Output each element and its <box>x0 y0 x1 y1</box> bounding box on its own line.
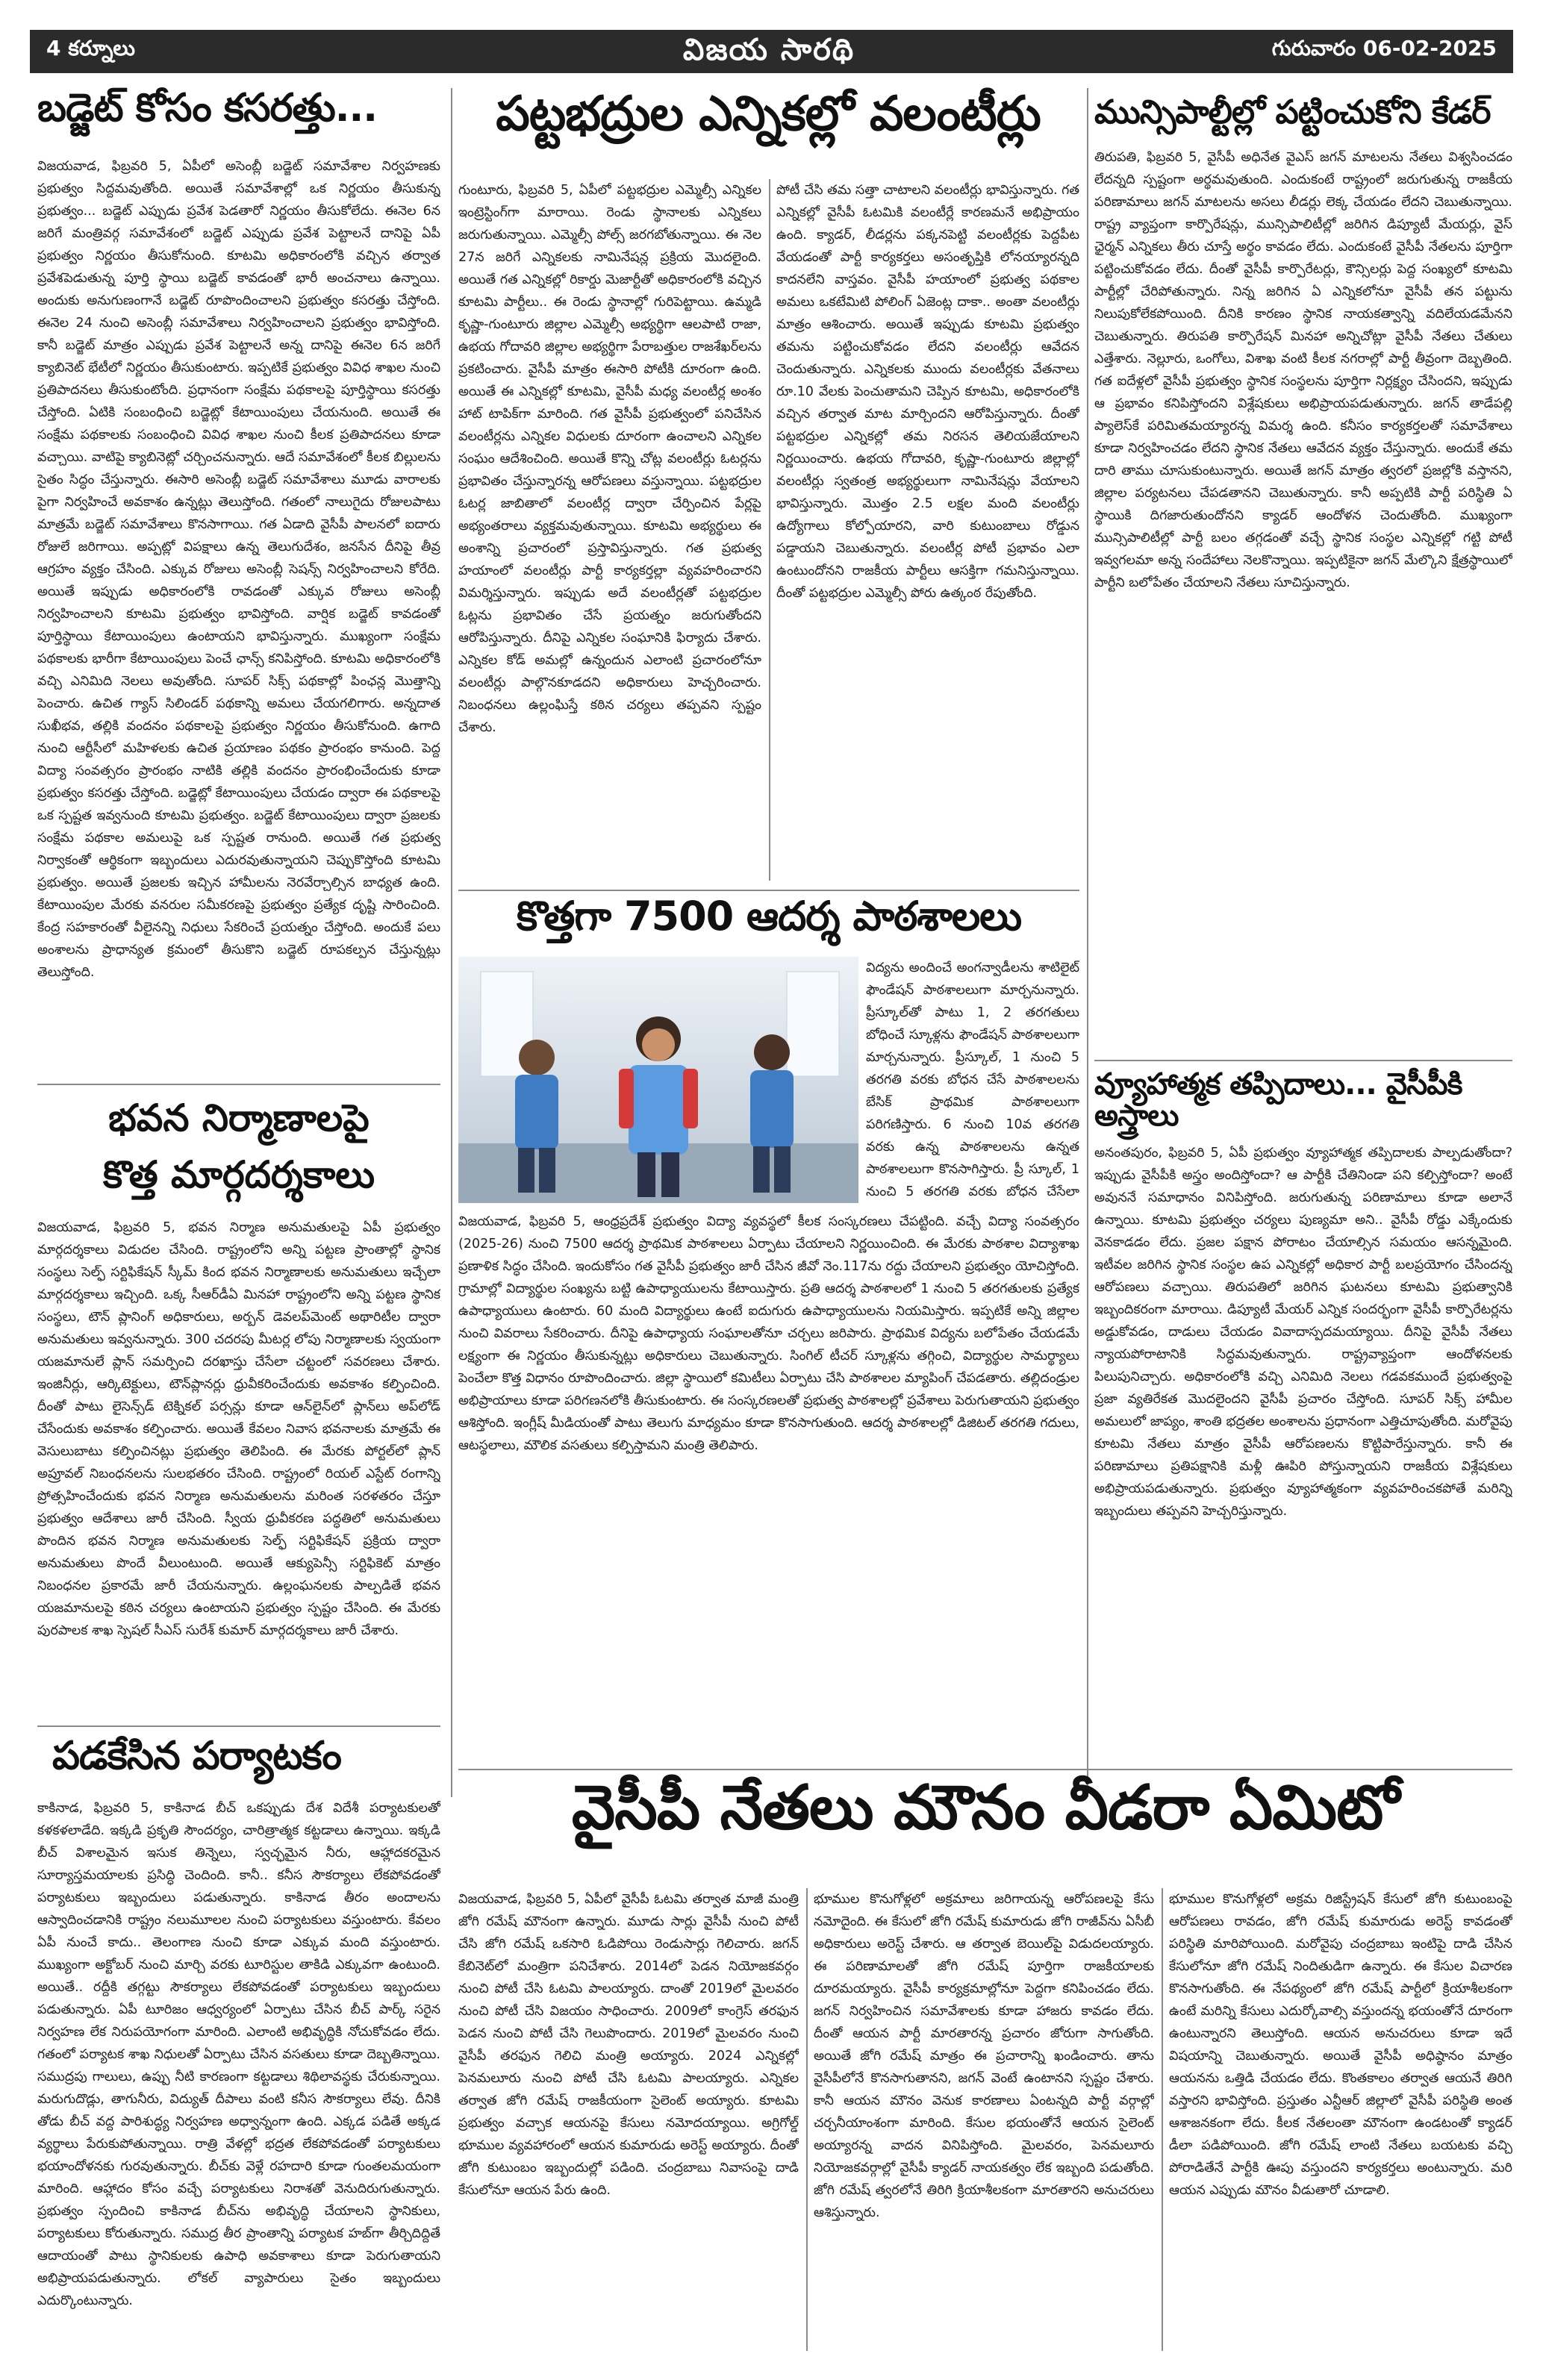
schoolchildren-photo <box>458 957 858 1203</box>
budget-article-body: విజయవాడ, ఫిబ్రవరి 5, ఏపీలో అసెంబ్లీ బడ్జెట్ సమావేశాల నిర్వహణకు ప్రభుత్వం సిద్దమవుతోంది. అయితే సమావేశాల్లో ఒక నిర్ణయం తీసుకున్న ప్రభుత్వం... బడ్జెట్ ఎప్పుడు ప్రవేశ పెడతారో నిర్ణయం తీసుకోలేదు. ఈనెల 6న జరిగే మంత్రివర్గ సమావేశంలో బడ్జెట్ ఎప్పుడు ప్రవేశ పెట్టాలనే దానిపై ఏపీ ప్రభుత్వం నిర్ణయం తీసుకోనుంది. కూటమి అధికారంలోకి వచ్చిన తర్వాత ప్రవేశపెడుతున్న పూర్తి స్థాయి బడ్జెట్ కావడంతో భారీ అంచనాలు ఉన్నాయి. అందుకు అనుగుణంగానే బడ్జెట్ రూపొందించాలని ప్రభుత్వం కసరత్తు చేస్తోంది. ఈనెల 24 నుంచి అసెంబ్లీ సమావేశాలు నిర్వహించాలని ప్రభుత్వం భావిస్తోంది. కానీ బడ్జెట్ మాత్రం ఎప్పుడు ప్రవేశ పెట్టాలనే అన్న దానిపై ఈనెల 6న జరిగే క్యాబినెట్ భేటీలో నిర్ణయం తీసుకుంటారు. ఇప్పటికే ప్రభుత్వం వివిధ శాఖల నుంచి ప్రతిపాదనలు తీసుకుంటోంది. ప్రధానంగా సంక్షేమ పథకాలపై పూర్తిస్థాయి కసరత్తు చేస్తోంది. ఏటికి సంబంధించి బడ్జెట్లో కేటాయింపులు చేయనుంది. అయితే ఈ సంక్షేమ పథకాలకు సంబంధించి వివిధ శాఖల నుంచి కీలక ప్రతిపాదనలు కూడా వచ్చాయి. వాటిపై క్యాబినెట్లో చర్చించనున్నారు. ఆదే సమావేశంలో కీలక బిల్లులను సైతం సిద్ధం చేస్తున్నారు. ఈసారి అసెంబ్లీ బడ్జెట్ సమావేశాలు మూడు వారాలకు పైగా నిర్వహించే అవకాశం ఉన్నట్లు తెలుస్తోంది. గతంలో నాలుగైదు రోజులపాటు మాత్రమే బడ్జెట్ సమావేశాలు కొనసాగాయి. గత ఏడాది వైసీపీ పాలనలో ఐదారు రోజులే జరిగాయి. అప్పట్లో విపక్షాలు ఉన్న తెలుగుదేశం, జనసేన దీనిపై తీవ్ర ఆగ్రహం వ్యక్తం చేసింది. ఎక్కువ రోజులు అసెంబ్లీ సెషన్స్ నిర్వహించాలని కోరేది. అయితే ఇప్పుడు అధికారంలోకి రావడంతో ఎక్కువ రోజులు అసెంబ్లీ నిర్వహించాలని కూటమి ప్రభుత్వం భావిస్తోంది. వార్షిక బడ్జెట్ కావడంతో పూర్తిస్థాయి కేటాయింపులు ఉంటాయని భావిస్తున్నారు. ముఖ్యంగా సంక్షేమ పథకాలకు భారీగా కేటాయింపులు పెంచే ఛాన్స్ కనిపిస్తోంది. కూటమి అధికారంలోకి వచ్చి ఎనిమిది నెలలు అవుతోంది. సూపర్ సిక్స్ పథకాల్లో పింఛన్ల మొత్తాన్ని పెంచారు. ఉచిత గ్యాస్ సిలిండర్ పథకాన్ని అమలు చేయగలిగారు. అన్నదాత సుఖీభవ, తల్లికి వందనం పథకాలపై ప్రభుత్వం నిర్ణయం తీసుకోనుంది. ఉగాది నుంచి ఆర్టీసీలో మహిళలకు ఉచిత ప్రయాణం పథకం ప్రారంభం కానుంది. పెద్ద విద్యా సంవత్సరం ప్రారంభం నాటికి తల్లికి వందనం ప్రారంభించేందుకు కూడా ప్రభుత్వం కసరత్తు చేస్తోంది. బడ్జెట్లో కేటాయింపులు చేయడం ద్వారా ఈ పథకాలపై ఒక స్పష్టత ఇవ్వనుంది కూటమి ప్రభుత్వం. బడ్జెట్ కేటాయింపులు ద్వారా ప్రజలకు సంక్షేమ పథకాల అమలుపై ఒక స్పష్టత రానుంది. అయితే గత ప్రభుత్వ నిర్వాకంతో ఆర్థికంగా ఇబ్బందులు ఎదురవుతున్నాయని చెప్పుకొస్తోంది కూటమి ప్రభుత్వం. అయితే ప్రజలకు ఇచ్చిన హామీలను నెరవేర్చాల్సిన బాధ్యత ఉంది. కేటాయింపుల మేరకు వనరుల సమీకరణపై ప్రభుత్వం ప్రత్యేక దృష్టి సారించింది. కేంద్ర సహకారంతో వీలైనన్ని నిధులు సేకరించే ప్రయత్నం చేస్తోంది. అందుకే పలు అంశాలను ప్రాధాన్యత క్రమంలో తీసుకొని బడ్జెట్ రూపకల్పన చేస్తున్నట్లు తెలుస్తోంది. <box>37 159 440 980</box>
volunteers-article-body-col1: గుంటూరు, ఫిబ్రవరి 5, ఏపీలో పట్టభద్రుల ఎమ్మెల్సీ ఎన్నికల ఇంట్రెస్టింగ్‌గా మారాయి. రెండు స్థానాలకు ఎన్నికలు జరుగుతున్నాయి. ఎమ్మెల్సీ పోల్స్ జరగబోతున్నాయి. ఈ నెల 27న జరిగే ఎన్నికలకు నామినేషన్ల ప్రక్రియ మొదలైంది. అయితే గత ఎన్నికల్లో రికార్డు మెజార్టీతో అధికారంలోకి వచ్చిన కూటమి పార్టీలు.. ఈ రెండు స్థానాల్లో గురిపెట్టాయి. ఉమ్మడి కృష్ణా-గుంటూరు జిల్లాల ఎమ్మెల్సీ అభ్యర్థిగా ఆలపాటి రాజా, ఉభయ గోదావరి జిల్లాల అభ్యర్థిగా పేరాబత్తుల రాజశేఖర్‌లను ప్రకటించారు. వైసీపీ మాత్రం ఈసారి పోటీకి దూరంగా ఉంది. అయితే ఈ ఎన్నికల్లో కూటమి, వైసీపీ మధ్య వలంటీర్ల అంశం హాట్ టాపిక్‌గా మారింది. గత వైసీపీ ప్రభుత్వంలో పనిచేసిన వలంటీర్లను ఎన్నికల విధులకు దూరంగా ఉంచాలని ఎన్నికల సంఘం ఆదేశించింది. అయితే కొన్ని చోట్ల వలంటీర్లు ఓటర్లను ప్రభావితం చేస్తున్నారన్న ఆరోపణలు వస్తున్నాయి. పట్టభద్రుల ఓటర్ల జాబితాలో వలంటీర్ల ద్వారా చేర్పించిన పేర్లపై అభ్యంతరాలు వ్యక్తమవుతున్నాయి. కూటమి అభ్యర్థులు ఈ అంశాన్ని ప్రచారంలో ప్రస్తావిస్తున్నారు. గత ప్రభుత్వ హయాంలో వలంటీర్లు పార్టీ కార్యకర్తల్లా వ్యవహరించారని విమర్శిస్తున్నారు. ఇప్పుడు అదే వలంటీర్లతో పట్టభద్రుల ఓట్లను ప్రభావితం చేసే ప్రయత్నం జరుగుతోందని ఆరోపిస్తున్నారు. దీనిపై ఎన్నికల సంఘానికి ఫిర్యాదు చేశారు. ఎన్నికల కోడ్ అమల్లో ఉన్నందున ఎలాంటి ప్రచారంలోనూ వలంటీర్లు పాల్గొనకూడదని అధికారులు హెచ్చరించారు. నిబంధనలు ఉల్లంఘిస్తే కఠిన చర్యలు తప్పవని స్పష్టం చేశారు. <box>458 183 761 735</box>
ysrcp-article-body-col2: భూముల కొనుగోళ్లలో అక్రమాలు జరిగాయన్న ఆరోపణలపై కేసు నమోదైంది. ఈ కేసులో జోగి రమేష్ కుమారుడు జోగి రాజీవ్‌ను ఏసీబీ అధికారులు అరెస్ట్ చేశారు. ఆ తర్వాత బెయిల్‌పై విడుదలయ్యారు. ఈ పరిణామాలతో జోగి రమేష్ పూర్తిగా రాజకీయాలకు దూరమయ్యారు. వైసీపీ కార్యక్రమాల్లోనూ పెద్దగా కనిపించడం లేదు. జగన్ నిర్వహించిన సమావేశాలకు కూడా హాజరు కావడం లేదు. దీంతో ఆయన పార్టీ మారతారన్న ప్రచారం జోరుగా సాగుతోంది. అయితే జోగి రమేష్ మాత్రం ఈ ప్రచారాన్ని ఖండించారు. తాను వైసీపీలోనే కొనసాగుతానని, జగన్ వెంటే ఉంటానని స్పష్టం చేశారు. కానీ ఆయన మౌనం వెనుక కారణాలు ఏంటన్నది పార్టీ వర్గాల్లో చర్చనీయాంశంగా మారింది. కేసుల భయంతోనే ఆయన సైలెంట్ అయ్యారన్న వాదన వినిపిస్తోంది. మైలవరం, పెనమలూరు నియోజకవర్గాల్లో వైసీపీ క్యాడర్ నాయకత్వం లేక ఇబ్బంది పడుతోంది. జోగి రమేష్ త్వరలోనే తిరిగి క్రియాశీలకంగా మారతారని అనుచరులు ఆశిస్తున్నారు. <box>814 1892 1154 2220</box>
issue-date: గురువారం 06-02-2025 <box>1271 36 1497 60</box>
divider <box>1094 1060 1512 1061</box>
schools-article-body-main: విజయవాడ, ఫిబ్రవరి 5, ఆంధ్రప్రదేశ్ ప్రభుత్వం విద్యా వ్యవస్థలో కీలక సంస్కరణలు చేపట్టింది. వచ్చే విద్యా సంవత్సరం (2025-26) నుంచి 7500 ఆదర్శ ప్రాథమిక పాఠశాలలు ఏర్పాటు చేయాలని నిర్ణయించింది. ఈ మేరకు పాఠశాల విద్యాశాఖ ప్రణాళిక సిద్ధం చేసింది. ఇందుకోసం గత వైసీపీ ప్రభుత్వం జారీ చేసిన జీవో నెం.117ను రద్దు చేయాలని ప్రభుత్వం యోచిస్తోంది. గ్రామాల్లో విద్యార్థుల సంఖ్యను బట్టి ఉపాధ్యాయులను కేటాయిస్తారు. ప్రతి ఆదర్శ పాఠశాలలో 1 నుంచి 5 తరగతులకు ప్రత్యేక ఉపాధ్యాయులు ఉంటారు. 60 మంది విద్యార్థులు ఉంటే ఐదుగురు ఉపాధ్యాయులను నియమిస్తారు. ఇప్పటికే అన్ని జిల్లాల నుంచి వివరాలు సేకరించారు. దీనిపై ఉపాధ్యాయ సంఘాలతోనూ చర్చలు జరిపారు. ప్రాథమిక విద్యను బలోపేతం చేయడమే లక్ష్యంగా ఈ నిర్ణయం తీసుకున్నట్లు అధికారులు చెబుతున్నారు. సింగిల్ టీచర్ స్కూళ్లను తగ్గించి, విద్యార్థుల సామర్థ్యాలు పెంచేలా కొత్త విధానం రూపొందించారు. జిల్లా స్థాయిలో కమిటీలు ఏర్పాటు చేసి పాఠశాలల మ్యాపింగ్ చేపడతారు. తల్లిదండ్రుల అభిప్రాయాలు కూడా పరిగణనలోకి తీసుకుంటారు. ఈ సంస్కరణలతో ప్రభుత్వ పాఠశాలల్లో ప్రవేశాలు పెరుగుతాయని ప్రభుత్వం ఆశిస్తోంది. ఇంగ్లీష్ మీడియంతో పాటు తెలుగు మాధ్యమం కూడా కొనసాగుతుంది. ఆదర్శ పాఠశాలల్లో డిజిటల్ తరగతి గదులు, ఆటస్థలాలు, మౌలిక వసతులు కల్పిస్తామని మంత్రి తెలిపారు. <box>458 1214 1079 1453</box>
budget-headline: బడ్జెట్ కోసం కసరత్తు... <box>37 86 378 131</box>
divider <box>458 890 1079 891</box>
ysrcp-article-body-col3: భూముల కొనుగోళ్లలో అక్రమ రిజిస్ట్రేషన్ కేసులో జోగి కుటుంబంపై ఆరోపణలు రావడం, జోగి రమేష్ కుమారుడు అరెస్ట్ కావడంతో పరిస్థితి మారిపోయింది. మరోవైపు చంద్రబాబు ఇంటిపై దాడి చేసిన కేసులోనూ జోగి రమేష్ నిందితుడిగా ఉన్నారు. ఈ కేసుల విచారణ కొనసాగుతోంది. ఈ నేపథ్యంలో జోగి రమేష్ పార్టీలో క్రియాశీలకంగా ఉంటే మరిన్ని కేసులు ఎదుర్కోవాల్సి వస్తుందన్న భయంతోనే దూరంగా ఉంటున్నారని తెలుస్తోంది. ఆయన అనుచరులు కూడా ఇదే విషయాన్ని చెబుతున్నారు. అయితే వైసీపీ అధిష్ఠానం మాత్రం ఆయనను ఒత్తిడి చేయడం లేదు. కొంతకాలం తర్వాత ఆయనే తిరిగి వస్తారని భావిస్తోంది. ప్రస్తుతం ఎన్టీఆర్ జిల్లాలో వైసీపీ పరిస్థితి అంత ఆశాజనకంగా లేదు. కీలక నేతలంతా మౌనంగా ఉండటంతో క్యాడర్ డీలా పడిపోయింది. జోగి రమేష్ లాంటి నేతలు బయటకు వచ్చి పోరాడితేనే పార్టీకి ఊపు వస్తుందని కార్యకర్తలు అంటున్నారు. మరి ఆయన ఎప్పుడు మౌనం వీడుతారో చూడాలి. <box>1169 1892 1512 2198</box>
schools-article-body-side: విద్యను అందించే అంగన్వాడీలను శాటిలైట్ ఫౌండేషన్ పాఠశాలలుగా మార్చనున్నారు. ప్రీస్కూల్‌తో పాటు 1, 2 తరగతులు బోధించే స్కూళ్లను ఫౌండేషన్ పాఠశాలలుగా మార్చనున్నారు. ప్రీస్కూల్, 1 నుంచి 5 తరగతి వరకు బోధన చేసే పాఠశాలలను బేసిక్ ప్రాథమిక పాఠశాలలుగా పరిగణిస్తారు. 6 నుంచి 10వ తరగతి వరకు ఉన్న పాఠశాలలను ఉన్నత పాఠశాలలుగా కొనసాగిస్తారు. ప్రీ స్కూల్, 1 నుంచి 5 తరగతి వరకు బోధన చేసేలా <box>866 961 1079 1199</box>
column-divider <box>1162 1888 1163 2351</box>
failures-article-body: అనంతపురం, ఫిబ్రవరి 5, ఏపీ ప్రభుత్వం వ్యూహాత్మక తప్పిదాలకు పాల్పడుతోందా? ఇప్పుడు వైసీపీకి అస్త్రం అందిస్తోందా? ఆ పార్టీకి చేతినిండా పని కల్పిస్తోందా? అంటే అవుననే సమాధానం వినిపిస్తోంది. జరుగుతున్న పరిణామాలు కూడా అలానే ఉన్నాయి. కూటమి ప్రభుత్వం చర్యలు పుణ్యమా అని.. వైసీపీ రోడ్డు ఎక్కేందుకు వెనకాడడం లేదు. ప్రజల పక్షాన పోరాటం చేయాల్సిన సమయం ఆసన్నమైంది. ఇటీవల జరిగిన స్థానిక సంస్థల ఉప ఎన్నికల్లో అధికార పార్టీ బలప్రయోగం చేసిందన్న ఆరోపణలు వచ్చాయి. తిరుపతిలో జరిగిన ఘటనలు కూటమి ప్రభుత్వానికి ఇబ్బందికరంగా మారాయి. డిప్యూటీ మేయర్ ఎన్నిక సందర్భంగా వైసీపీ కార్పొరేటర్లను అడ్డుకోవడం, దాడులు చేయడం వివాదాస్పదమయ్యాయి. దీనిపై వైసీపీ నేతలు న్యాయపోరాటానికి సిద్ధమవుతున్నారు. రాష్ట్రవ్యాప్తంగా ఆందోళనలకు పిలుపునిచ్చారు. అధికారంలోకి వచ్చి ఎనిమిది నెలలు గడవకముందే ప్రభుత్వంపై ప్రజా వ్యతిరేకత మొదలైందని వైసీపీ ప్రచారం చేస్తోంది. సూపర్ సిక్స్ హామీల అమలులో జాప్యం, శాంతి భద్రతల అంశాలను ప్రధానంగా ఎత్తిచూపుతోంది. మరోవైపు కూటమి నేతలు మాత్రం వైసీపీ ఆరోపణలను కొట్టిపారేస్తున్నారు. కానీ ఈ పరిణామాలు ప్రతిపక్షానికి మళ్లీ ఊపిరి పోస్తున్నాయని రాజకీయ విశ్లేషకులు అభిప్రాయపడుతున్నారు. ప్రభుత్వం వ్యూహాత్మకంగా వ్యవహరించకపోతే మరిన్ని ఇబ్బందులు తప్పవని హెచ్చరిస్తున్నారు. <box>1094 1146 1512 1519</box>
bhavana-headline-line1: భవన నిర్మాణాలపై <box>108 1096 370 1140</box>
volunteers-article-body-col2: పోటీ చేసి తమ సత్తా చాటాలని వలంటీర్లు భావిస్తున్నారు. గత ఎన్నికల్లో వైసీపీ ఓటమికి వలంటీర్లే కారణమనే అభిప్రాయం ఉంది. క్యాడర్, లీడర్లను పక్కనపెట్టి వలంటీర్లకు పెద్దపీట వేయడంతో పార్టీ కార్యకర్తలు అసంతృప్తికి లోనయ్యారన్నది కాదనలేని వాస్తవం. వైసీపీ హయాంలో ప్రభుత్వ పథకాల అమలు ఒకటేమిటి పోలింగ్ ఏజెంట్ల దాకా.. అంతా వలంటీర్లు మాత్రం ఆశించారు. అయితే ఇప్పుడు కూటమి ప్రభుత్వం తమను పట్టించుకోవడం లేదని వలంటీర్లు ఆవేదన చెందుతున్నారు. ఎన్నికలకు ముందు వలంటీర్లకు వేతనాలు రూ.10 వేలకు పెంచుతామని చెప్పిన కూటమి, అధికారంలోకి వచ్చిన తర్వాత మాట మార్చిందని ఆరోపిస్తున్నారు. దీంతో పట్టభద్రుల ఎన్నికల్లో తమ నిరసన తెలియజేయాలని నిర్ణయించారు. ఉభయ గోదావరి, కృష్ణా-గుంటూరు జిల్లాల్లో వలంటీర్లు స్వతంత్ర అభ్యర్థులుగా నామినేషన్లు వేయాలని భావిస్తున్నారు. మొత్తం 2.5 లక్షల మంది వలంటీర్లు ఉద్యోగాలు కోల్పోయారని, వారి కుటుంబాలు రోడ్డున పడ్డాయని చెబుతున్నారు. వలంటీర్ల పోటీ ప్రభావం ఎలా ఉంటుందోనని రాజకీయ పార్టీలు ఆసక్తిగా గమనిస్తున్నాయి. దీంతో పట్టభద్రుల ఎమ్మెల్సీ పోరు ఉత్కంఠ రేపుతోంది. <box>776 183 1079 601</box>
schools-headline: కొత్తగా 7500 ఆదర్శ పాఠశాలలు <box>516 893 1022 940</box>
divider <box>458 1769 1512 1770</box>
divider <box>37 1084 440 1085</box>
column-divider <box>769 179 770 881</box>
volunteers-headline: పట్టభద్రుల ఎన్నికల్లో వలంటీర్లు <box>496 87 1041 142</box>
munsipal-article-body: తిరుపతి, ఫిబ్రవరి 5, వైసీపీ అధినేత వైఎస్ జగన్ మాటలను నేతలు విశ్వసించడం లేదన్నది స్పష్టంగా అర్థమవుతుంది. ఎందుకంటే రాష్ట్రంలో జరుగుతున్న రాజకీయ పరిణామాలు జగన్ మాటలను అసలు లీడర్లు లెక్క చేయడం లేదని చెబుతున్నాయి. రాష్ట్ర వ్యాప్తంగా కార్పొరేషన్లు, మున్సిపాలిటీల్లో జరిగిన డిప్యూటీ మేయర్లు, వైస్ ఛైర్మన్ ఎన్నికలు తీరు చూస్తే అర్థం కావడం లేదు. ఎందుకంటే వైసీపీ నేతలను పూర్తిగా పట్టించుకోవడం లేదు. దీంతో వైసీపీ కార్పొరేటర్లు, కౌన్సిలర్లు పెద్ద సంఖ్యలో కూటమి పార్టీల్లో చేరిపోతున్నారు. నిన్న జరిగిన ఏ ఎన్నికలోనూ వైసీపీ తన పట్టును నిలుపుకోలేకపోయింది. దీనికి కారణం స్థానిక నాయకత్వాన్ని వదిలేయడమేనని చెబుతున్నారు. తిరుపతి కార్పొరేషన్ మినహా అన్నిచోట్లా వైసీపీ నేతలు చేతులు ఎత్తేశారు. నెల్లూరు, ఒంగోలు, విశాఖ వంటి కీలక నగరాల్లో పార్టీ తీవ్రంగా దెబ్బతింది. గత ఐదేళ్లలో వైసీపీ ప్రభుత్వం స్థానిక సంస్థలను పూర్తిగా నిర్లక్ష్యం చేసిందని, ఇప్పుడు ఆ ప్రభావం కనిపిస్తోందని విశ్లేషకులు అభిప్రాయపడుతున్నారు. జగన్ తాడేపల్లి ప్యాలెస్‌కే పరిమితమయ్యారన్న విమర్శ ఉంది. కనీసం కార్యకర్తలతో సమావేశాలు కూడా నిర్వహించడం లేదని స్థానిక నేతలు ఆవేదన వ్యక్తం చేస్తున్నారు. అందుకే తమ దారి తాము చూసుకుంటున్నారు. అయితే జగన్ మాత్రం త్వరలో ప్రజల్లోకి వస్తానని, జిల్లాల పర్యటనలు చేపడతానని చెబుతున్నారు. కానీ అప్పటికి పార్టీ పరిస్థితి ఏ స్థాయికి దిగజారుతుందోనని క్యాడర్ ఆందోళన చెందుతోంది. ముఖ్యంగా మున్సిపాలిటీల్లో పార్టీ బలం తగ్గడంతో వచ్చే స్థానిక సంస్థల ఎన్నికల్లో గట్టి పోటీ ఇవ్వగలమా అన్న సందేహాలు నెలకొన్నాయి. ఇప్పటికైనా జగన్ మేల్కొని క్షేత్రస్థాయిలో పార్టీని బలోపేతం చేయాలని నేతలు సూచిస్తున్నారు. <box>1094 150 1512 590</box>
bhavana-article-body: విజయవాడ, ఫిబ్రవరి 5, భవన నిర్మాణ అనుమతులపై ఏపీ ప్రభుత్వం మార్గదర్శకాలు విడుదల చేసింది. రాష్ట్రంలోని అన్ని పట్టణ ప్రాంతాల్లో స్థానిక సంస్థలు సెల్ఫ్ సర్టిఫికేషన్ స్కీమ్ కింద భవన నిర్మాణాలకు అనుమతులు ఇచ్చేలా మార్గదర్శకాలు ఇచ్చింది. ఒక్క సీఆర్‌డీఏ మినహా రాష్ట్రంలోని అన్ని పట్టణ స్థానిక సంస్థలు, టౌన్ ప్లానింగ్ అధికారులు, అర్బన్ డెవలప్‌మెంట్ అథారిటీల ద్వారా అనుమతులు ఇవ్వనున్నారు. 300 చదరపు మీటర్ల లోపు నిర్మాణాలకు స్వయంగా యజమానులే ప్లాన్ సమర్పించి దరఖాస్తు చేసేలా చట్టంలో సవరణలు చేశారు. ఇంజినీర్లు, ఆర్కిటెక్టులు, టౌన్‌ప్లానర్లు ధ్రువీకరించేందుకు అవకాశం కల్పించింది. దీంతో పాటు లైసెన్స్‌డ్ టెక్నికల్ పర్సన్లు కూడా ఆన్‌లైన్‌లో ప్లాన్‌లు అప్‌లోడ్ చేసేందుకు అవకాశం కల్పించారు. అయితే కేవలం నివాస భవనాలకు మాత్రమే ఈ వెసులుబాటు కల్పించినట్లు ప్రభుత్వం తెలిపింది. ఈ మేరకు పోర్టల్‌లో ప్లాన్ అప్రూవల్ నిబంధనలను సులభతరం చేసింది. రాష్ట్రంలో రియల్ ఎస్టేట్ రంగాన్ని ప్రోత్సహించేందుకు భవన నిర్మాణ అనుమతులను మరింత సరళతరం చేస్తూ ప్రభుత్వం ఆదేశాలు జారీ చేసింది. స్వీయ ధ్రువీకరణ పద్ధతిలో అనుమతులు పొందిన భవన నిర్మాణ అనుమతులకు సెల్ఫ్ సర్టిఫికేషన్ ప్రక్రియ ద్వారా అనుమతులు పొందే వీలుంటుంది. అయితే ఆక్యుపెన్సీ సర్టిఫికెట్ మాత్రం నిబంధనల ప్రకారమే జారీ చేయనున్నారు. ఉల్లంఘనలకు పాల్పడితే భవన యజమానులపై కఠిన చర్యలు ఉంటాయని ప్రభుత్వం స్పష్టం చేసింది. ఈ మేరకు పురపాలక శాఖ స్పెషల్ సీఎస్ సురేశ్ కుమార్ మార్గదర్శకాలు జారీ చేశారు. <box>37 1220 440 1638</box>
column-divider <box>451 88 452 1797</box>
divider <box>37 1725 440 1727</box>
tourism-headline: పడకేసిన పర్యాటకం <box>52 1734 341 1778</box>
tourism-article-body: కాకినాడ, ఫిబ్రవరి 5, కాకినాడ బీచ్ ఒకప్పుడు దేశ విదేశీ పర్యాటకులతో కళకళలాడేది. ఇక్కడి ప్రకృతి సౌందర్యం, చారిత్రాత్మక కట్టడాలు ఉన్నాయి. ఇక్కడి బీచ్ విశాలమైన ఇసుక తిన్నెలు, స్వచ్ఛమైన నీరు, ఆహ్లాదకరమైన సూర్యాస్తమయాలకు ప్రసిద్ధి చెందింది. కానీ.. కనీస సౌకర్యాలు లేకపోవడంతో పర్యాటకులు ఇబ్బందులు పడుతున్నారు. కాకినాడ తీరం అందాలను ఆస్వాదించడానికి రాష్ట్రం నలుమూలల నుంచి పర్యాటకులు వస్తుంటారు. కేవలం ఏపీ నుంచే కాదు.. తెలంగాణ నుంచి కూడా ఎక్కువ మంది వస్తుంటారు. ముఖ్యంగా అక్టోబర్ నుంచి మార్చి వరకు టూరిస్టుల తాకిడి ఎక్కువగా ఉంటుంది. అయితే.. రద్దీకి తగ్గట్టు సౌకర్యాలు లేకపోవడంతో పర్యాటకులు ఇబ్బందులు పడుతున్నారు. ఏపీ టూరిజం ఆధ్వర్యంలో ఏర్పాటు చేసిన బీచ్ పార్క్ సరైన నిర్వహణ లేక నిరుపయోగంగా మారింది. ఎలాంటి అభివృద్ధికి నోచుకోవడం లేదు. గతంలో పర్యాటక శాఖ నిధులతో ఏర్పాటు చేసిన వసతులు కూడా దెబ్బతిన్నాయి. సముద్రపు గాలులు, ఉప్పు నీటి కారణంగా కట్టడాలు శిథిలావస్థకు చేరుకున్నాయి. మరుగుదొడ్లు, తాగునీరు, విద్యుత్ దీపాలు వంటి కనీస సౌకర్యాలు లేవు. దీనికి తోడు బీచ్ వద్ద పారిశుద్ధ్య నిర్వహణ అధ్వాన్నంగా ఉంది. ఎక్కడ పడితే అక్కడ వ్యర్థాలు పేరుకుపోతున్నాయి. రాత్రి వేళల్లో భద్రత లేకపోవడంతో పర్యాటకులు భయాందోళనకు గురవుతున్నారు. బీచ్‌కు వెళ్లే రహదారి కూడా గుంతలమయంగా మారింది. ఆహ్లాదం కోసం వచ్చే పర్యాటకులు నిరాశతో వెనుదిరుగుతున్నారు. ప్రభుత్వం స్పందించి కాకినాడ బీచ్‌ను అభివృద్ధి చేయాలని స్థానికులు, పర్యాటకులు కోరుతున్నారు. సముద్ర తీర ప్రాంతాన్ని పర్యాటక హబ్‌గా తీర్చిదిద్దితే ఆదాయంతో పాటు స్థానికులకు ఉపాధి అవకాశాలు కూడా పెరుగుతాయని అభిప్రాయపడుతున్నారు. లోకల్ వ్యాపారులు సైతం ఇబ్బందులు ఎదుర్కొంటున్నారు. <box>37 1801 440 2308</box>
failures-headline: వ్యూహాత్మక తప్పిదాలు... వైసీపీకి అస్త్రాలు <box>1094 1067 1462 1133</box>
newspaper-name: విజయ సారథి <box>682 33 855 67</box>
column-divider <box>1087 88 1088 1797</box>
schoolchildren-illustration <box>458 957 858 1203</box>
ysrcp-headline: వైసీపీ నేతలు మౌనం వీడరా ఏమిటో <box>571 1772 1400 1843</box>
page-label: 4 కర్నూలు <box>46 36 135 60</box>
column-divider <box>806 1888 808 2351</box>
ysrcp-article-body-col1: విజయవాడ, ఫిబ్రవరి 5, ఏపీలో వైసీపీ ఓటమి తర్వాత మాజీ మంత్రి జోగి రమేష్ మౌనంగా ఉన్నారు. మూడు సార్లు వైసీపీ నుంచి పోటీ చేసి జోగి రమేష్ ఒకసారి ఓడిపోయి రెండుసార్లు గెలిచారు. జగన్ కేబినెట్‌లో మంత్రిగా పనిచేశారు. 2014లో పెడన నియోజకవర్గం నుంచి పోటీ చేసి ఓటమి పాలయ్యారు. దాంతో 2019లో మైలవరం నుంచి పోటీ చేసి విజయం సాధించారు. 2009లో కాంగ్రెస్ తరఫున పెడన నుంచి పోటీ చేసి గెలుపొందారు. 2019లో మైలవరం నుంచి వైసీపీ తరఫున గెలిచి మంత్రి అయ్యారు. 2024 ఎన్నికల్లో పెనమలూరు నుంచి పోటీ చేసి ఓటమి పాలయ్యారు. ఎన్నికల తర్వాత జోగి రమేష్ రాజకీయంగా సైలెంట్ అయ్యారు. కూటమి ప్రభుత్వం వచ్చాక ఆయనపై కేసులు నమోదయ్యాయి. అగ్రిగోల్డ్ భూముల వ్యవహారంలో ఆయన కుమారుడు అరెస్ట్ అయ్యారు. దీంతో జోగి కుటుంబం ఇబ్బందుల్లో పడింది. చంద్రబాబు నివాసంపై దాడి కేసులోనూ ఆయన పేరు ఉంది. <box>458 1892 799 2198</box>
masthead-bar <box>30 30 1513 73</box>
munsipal-headline: మున్సిపాల్టీల్లో పట్టించుకోని కేడర్ <box>1094 93 1491 131</box>
bhavana-headline-line2: కొత్త మార్గదర్శకాలు <box>102 1153 375 1196</box>
